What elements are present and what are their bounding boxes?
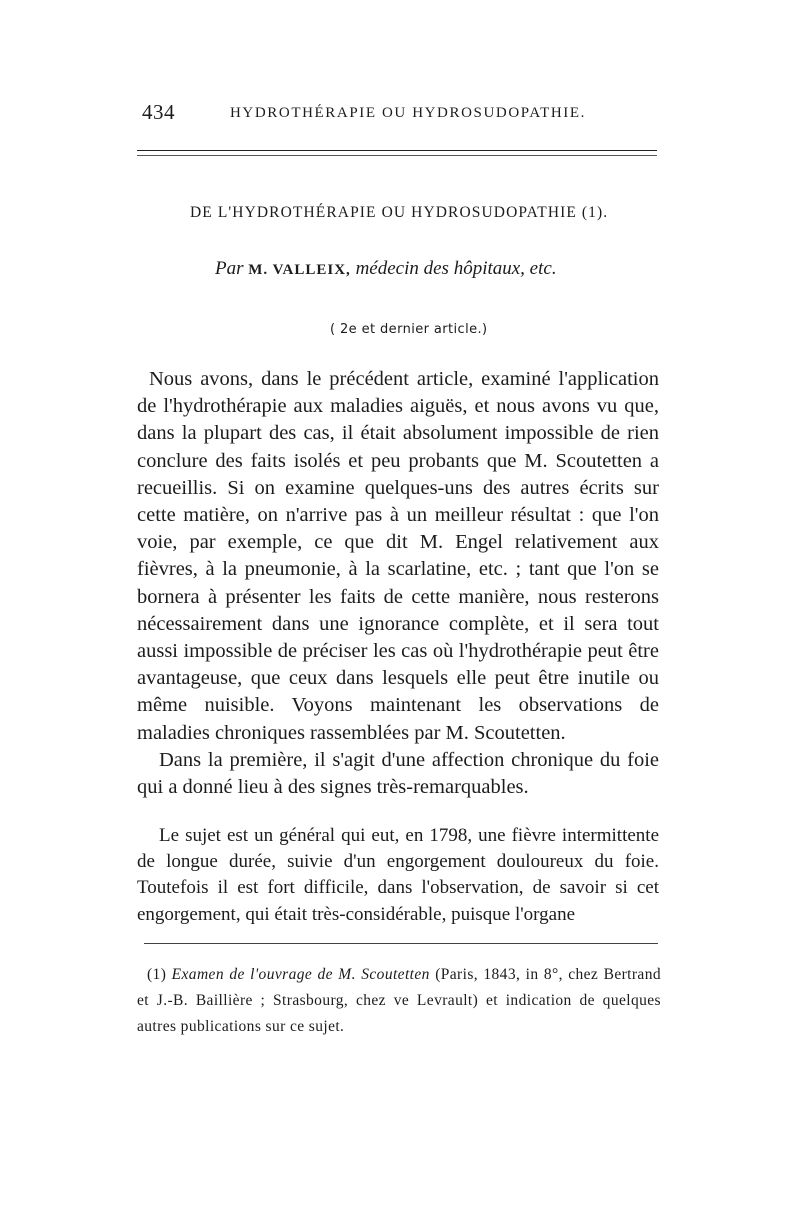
author-name: M. VALLEIX, — [248, 262, 351, 278]
footnote-rule — [144, 943, 658, 944]
paragraph-2: Dans la première, il s'agit d'une affection chronique du foie qui a donné lieu à des signes très-remarquables. — [137, 748, 659, 799]
page-number: 434 — [142, 100, 175, 124]
article-note: ( 2e et dernier article.) — [330, 322, 488, 337]
header-rule-secondary — [137, 155, 657, 156]
byline-prefix: Par — [215, 258, 244, 279]
body-text-small — [137, 823, 659, 928]
running-head: HYDROTHÉRAPIE OU HYDROSUDOPATHIE. — [230, 105, 587, 121]
paragraph-1: Nous avons, dans le précédent article, examiné l'application de l'hydrothérapie aux maladies aiguës, et nous avons vu que, dans la plupart des cas, il était absolument impossible de rien conclure des faits isolés et peu probants que M. Scoutetten a recueillis. Si on examine quelques-uns des autres écrits sur cette matière, on n'arrive pas à un meilleur résultat : que l'on voie, par exemple, ce que dit M. Engel relativement aux fièvres, à la pneumonie, à la scarlatine, etc. ; tant que l'on se bornera à présenter les faits de cette manière, nous resterons nécessairement dans une ignorance complète, et il sera tout aussi impossible de préciser les cas où l'hydrothérapie peut être avantageuse, que ceux dans lesquels elle peut être inutile ou même nuisible. Voyons maintenant les observations de maladies chroniques rassemblées par M. Scoutetten. — [137, 368, 659, 744]
body-text — [137, 366, 659, 801]
byline — [215, 258, 635, 280]
header-rule — [137, 150, 657, 151]
footnote-details: (Paris, 1843, in 8°, chez Bertrand et J.-B. Baillière ; Strasbourg, chez ve Levrault) et indication de quelques autres publications sur ce sujet. — [137, 966, 662, 1035]
paragraph-3: Le sujet est un général qui eut, en 1798, une fièvre intermittente de longue durée, suivie d'un engorgement douloureux du foie. Toutefois il est fort difficile, dans l'observation, de savoir si cet engorgement, qui était très-considérable, puisque l'organe — [137, 825, 659, 925]
footnote-marker: (1) — [147, 966, 167, 983]
footnote — [137, 962, 661, 1040]
article-title: DE L'HYDROTHÉRAPIE OU HYDROSUDOPATHIE (1). — [190, 204, 609, 221]
author-role: médecin des hôpitaux, etc. — [355, 258, 557, 279]
footnote-title: Examen de l'ouvrage de M. Scoutetten — [171, 966, 430, 983]
